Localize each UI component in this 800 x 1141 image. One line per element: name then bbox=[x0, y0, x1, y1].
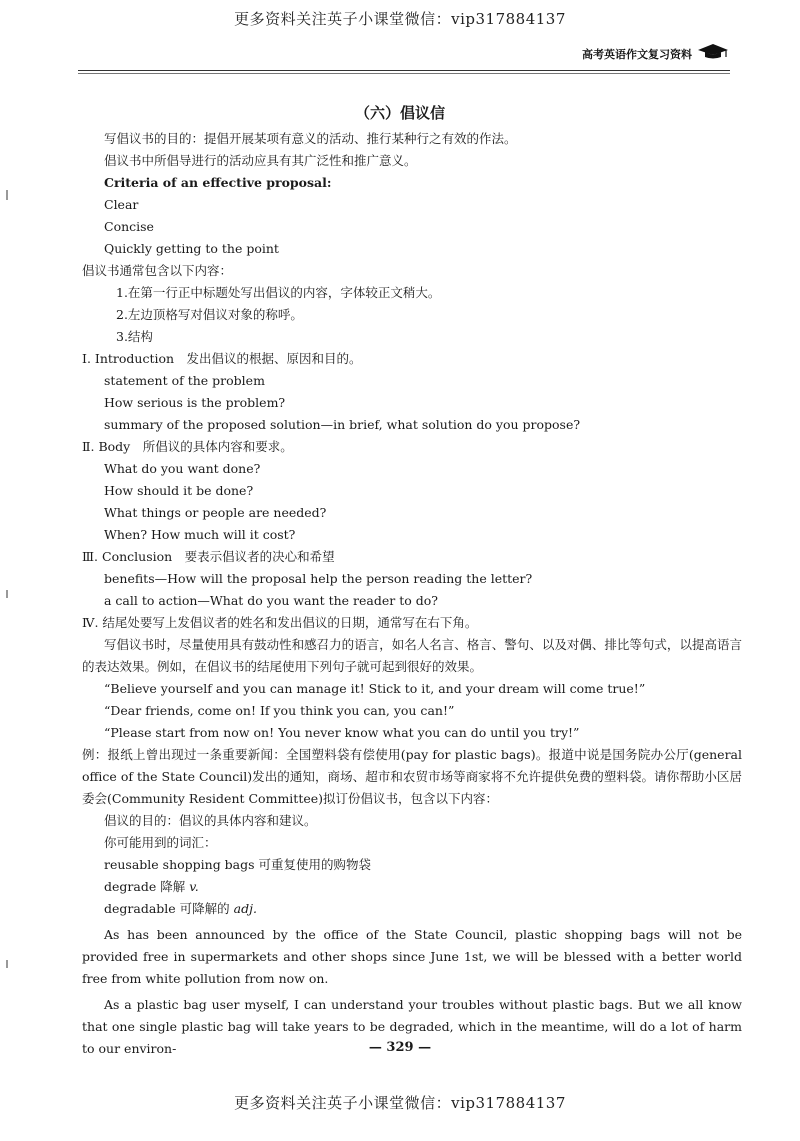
margin-mark bbox=[6, 960, 8, 968]
vocab-term: degrade 降解 bbox=[104, 879, 190, 894]
text-line: Criteria of an effective proposal: bbox=[104, 175, 332, 190]
section-heading: Ⅲ. Conclusion 要表示倡议者的决心和希望 bbox=[82, 549, 335, 564]
text-line: 2.左边顶格写对倡议对象的称呼。 bbox=[116, 307, 303, 322]
header-rule bbox=[78, 70, 730, 71]
text-line: How serious is the problem? bbox=[104, 395, 286, 410]
margin-mark bbox=[6, 590, 8, 598]
text-line: 你可能用到的词汇： bbox=[104, 835, 217, 850]
vocab-line bbox=[82, 876, 742, 898]
text-line: 倡议的目的：倡议的具体内容和建议。 bbox=[104, 813, 317, 828]
quote-line: “Believe yourself and you can manage it! Stick to it, and your dream will come true!” bbox=[104, 681, 646, 696]
vocab-term: degradable 可降解的 bbox=[104, 901, 234, 916]
watermark-bottom: 更多资料关注英子小课堂微信：vip317884137 bbox=[234, 1094, 566, 1112]
part-of-speech: v. bbox=[189, 879, 199, 894]
vocab-line: reusable shopping bags 可重复使用的购物袋 bbox=[104, 857, 372, 872]
paragraph: 写倡议书时，尽量使用具有鼓动性和感召力的语言，如名人名言、格言、警句、以及对偶、排比等句式，以提高语言的表达效果。例如，在倡议书的结尾使用下列句子就可起到很好的效果。 bbox=[82, 637, 742, 674]
running-header: 高考英语作文复习资料 bbox=[582, 48, 692, 61]
text-line: 3.结构 bbox=[116, 329, 153, 344]
text-line: a call to action—What do you want the reader to do? bbox=[104, 593, 438, 608]
example-paragraph: 例：报纸上曾出现过一条重要新闻：全国塑料袋有偿使用(pay for plastic bags)。报道中说是国务院办公厅(general office of the State Council)发出的通知，商场、超市和农贸市场等商家将不允许提供免费的塑料袋。请你帮助小区居委会(Community Resident Committee)拟订份倡议书，包含以下内容： bbox=[82, 747, 742, 806]
page-title: （六）倡议信 bbox=[354, 104, 445, 122]
essay-paragraph: As has been announced by the office of the State Council, plastic shopping bags will not be provided free in supermarkets and other shops since June 1st, we will be blessed with a better world free from white pollution from now on. bbox=[82, 927, 742, 986]
section-heading: Ⅳ. 结尾处要写上发倡议者的姓名和发出倡议的日期，通常写在右下角。 bbox=[82, 615, 478, 630]
text-line: 倡议书中所倡导进行的活动应具有其广泛性和推广意义。 bbox=[104, 153, 417, 168]
document-body bbox=[82, 128, 742, 1060]
text-line: Clear bbox=[104, 197, 139, 212]
text-line: How should it be done? bbox=[104, 483, 254, 498]
essay-paragraph: As a plastic bag user myself, I can understand your troubles without plastic bags. But we all know that one single plastic bag will take years to be degraded, which in the meantime, will do a lot of harm to our environ- bbox=[82, 997, 742, 1056]
text-line: 写倡议书的目的：提倡开展某项有意义的活动、推行某种行之有效的作法。 bbox=[104, 131, 517, 146]
text-line: summary of the proposed solution—in brief, what solution do you propose? bbox=[104, 417, 581, 432]
text-line: What things or people are needed? bbox=[104, 505, 327, 520]
section-heading: Ⅱ. Body 所倡议的具体内容和要求。 bbox=[82, 439, 293, 454]
vocab-line bbox=[82, 898, 742, 920]
text-line: benefits—How will the proposal help the person reading the letter? bbox=[104, 571, 533, 586]
text-line: When? How much will it cost? bbox=[104, 527, 296, 542]
text-line: Quickly getting to the point bbox=[104, 241, 279, 256]
page-number: — 329 — bbox=[368, 1040, 432, 1055]
section-heading: Ⅰ. Introduction 发出倡议的根据、原因和目的。 bbox=[82, 351, 362, 366]
text-line: 1.在第一行正中标题处写出倡议的内容，字体较正文稍大。 bbox=[116, 285, 441, 300]
margin-mark bbox=[6, 190, 8, 200]
quote-line: “Please start from now on! You never know what you can do until you try!” bbox=[104, 725, 580, 740]
text-line: 倡议书通常包含以下内容： bbox=[82, 263, 233, 278]
watermark-top: 更多资料关注英子小课堂微信：vip317884137 bbox=[234, 10, 566, 28]
text-line: statement of the problem bbox=[104, 373, 265, 388]
quote-line: “Dear friends, come on! If you think you can, you can!” bbox=[104, 703, 455, 718]
part-of-speech: adj. bbox=[233, 901, 257, 916]
header-rule-secondary bbox=[78, 73, 730, 74]
text-line: Concise bbox=[104, 219, 154, 234]
text-line: What do you want done? bbox=[104, 461, 261, 476]
graduation-cap-icon bbox=[696, 42, 730, 60]
